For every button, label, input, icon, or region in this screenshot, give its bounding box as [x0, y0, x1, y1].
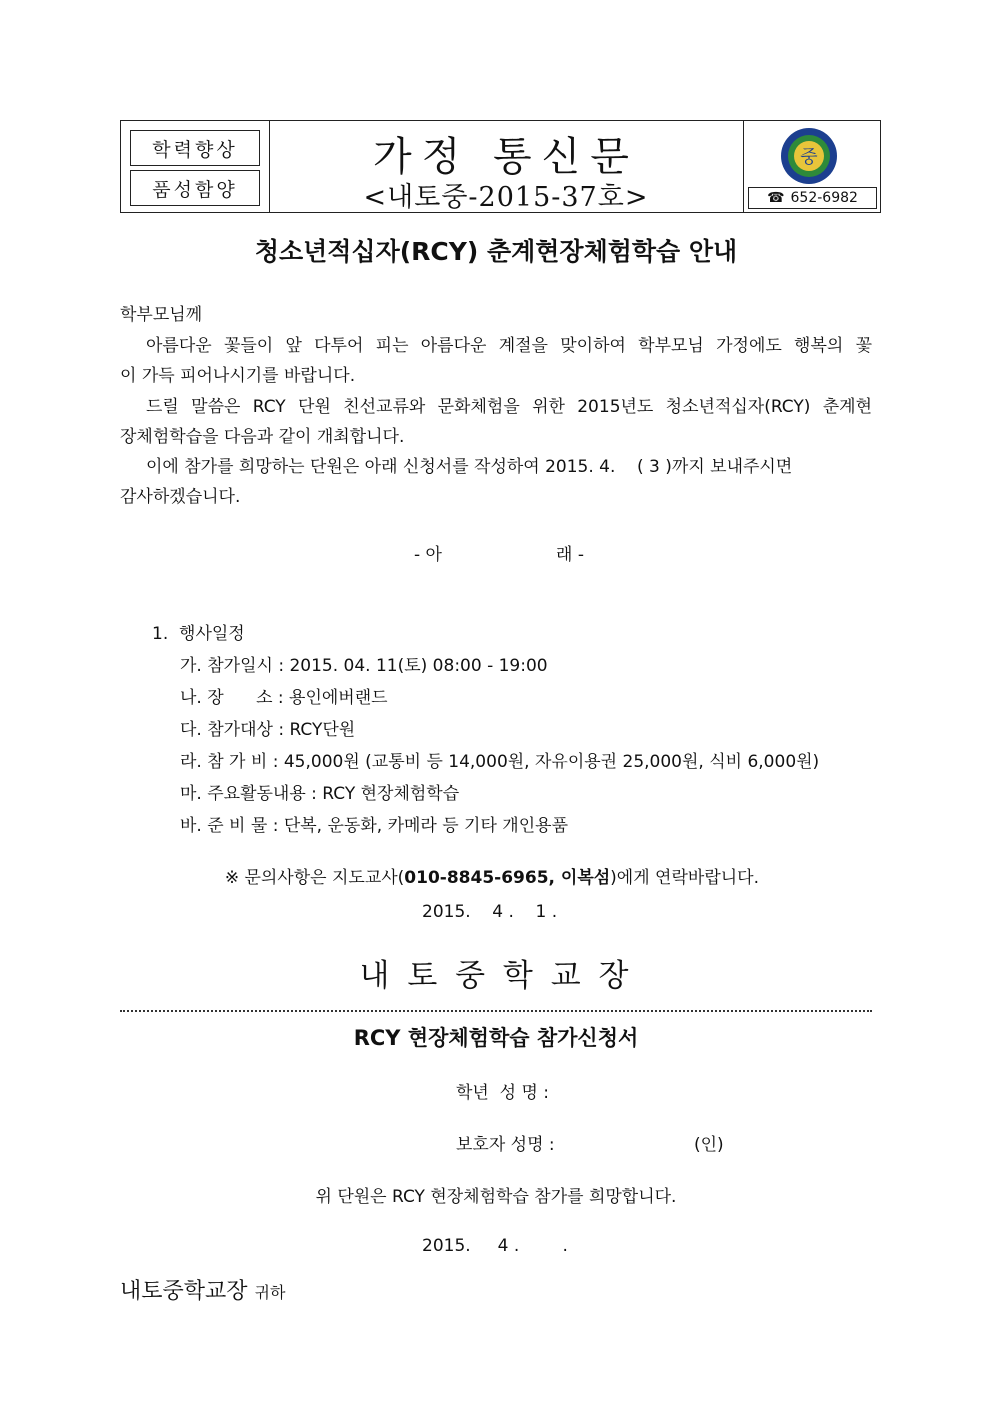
schedule-item: 나. 장 소 : 용인에버랜드: [180, 688, 388, 708]
schedule-item: 마. 주요활동내용 : RCY 현장체험학습: [180, 784, 460, 804]
header-title-area: [269, 121, 743, 212]
addressee-honorific: 귀하: [254, 1283, 286, 1302]
principal-signature: 내 토 중 학 교 장: [359, 958, 633, 994]
below-heading-right: 래 -: [556, 545, 584, 565]
para1-line1: 아름다운 꽃들이 앞 다투어 피는 아름다운 계절을 맞이하여 학부모님 가정에도 행복의 꽃: [146, 336, 872, 356]
grade-name-label: 학년 성 명 :: [456, 1083, 550, 1103]
guardian-name-label: 보호자 성명 :: [456, 1135, 555, 1155]
contact-note-prefix: ※ 문의사항은 지도교사(: [224, 868, 405, 888]
para3-line2: 감사하겠습니다.: [120, 487, 241, 507]
newsletter-header: [120, 120, 881, 213]
logo-text: 중: [800, 147, 818, 168]
contact-note-suffix: )에게 연락바랍니다.: [610, 868, 759, 888]
phone-box: [748, 187, 877, 209]
below-heading-left: - 아: [414, 545, 442, 565]
addressee: [120, 1274, 285, 1305]
schedule-heading: 1. 행사일정: [152, 624, 245, 644]
school-logo-icon: [778, 127, 840, 185]
schedule-item: 다. 참가대상 : RCY단원: [180, 720, 356, 740]
header-logo-area: [743, 121, 881, 212]
para3-line1: 이에 참가를 희망하는 단원은 아래 신청서를 작성하여 2015. 4. ( 3 )까지 보내주시면: [146, 457, 793, 477]
form-title: RCY 현장체험학습 참가신청서: [353, 1026, 639, 1050]
contact-note: [214, 843, 759, 888]
phone-icon: ☎: [767, 190, 785, 206]
salutation: 학부모님께: [120, 305, 203, 325]
cut-line: [120, 1010, 872, 1012]
schedule-item: 바. 준 비 물 : 단복, 운동화, 카메라 등 기타 개인용품: [180, 816, 568, 836]
seal-mark: (인): [694, 1135, 724, 1155]
addressee-name: 내토중학교장: [120, 1279, 248, 1304]
phone-number: 652-6982: [790, 190, 858, 206]
para2-line2: 장체험학습을 다음과 같이 개최합니다.: [120, 427, 405, 447]
header-badges: [121, 121, 270, 212]
badge-academic: 학력향상: [130, 130, 260, 166]
issue-number: <내토중-2015-37호>: [363, 182, 649, 213]
newsletter-title: 가정 통신문: [373, 134, 639, 180]
contact-note-phone: 010-8845-6965, 이복섬: [404, 868, 611, 888]
para2-line1: 드릴 말씀은 RCY 단원 친선교류와 문화체험을 위한 2015년도 청소년적십자(RCY) 춘계현: [146, 397, 872, 417]
participation-statement: 위 단원은 RCY 현장체험학습 참가를 희망합니다.: [315, 1187, 677, 1207]
schedule-item: 라. 참 가 비 : 45,000원 (교통비 등 14,000원, 자유이용권 25,000원, 식비 6,000원): [180, 752, 820, 772]
notice-title: 청소년적십자(RCY) 춘계현장체험학습 안내: [254, 237, 738, 266]
form-date: 2015. 4 . .: [422, 1236, 568, 1256]
schedule-item: 가. 참가일시 : 2015. 04. 11(토) 08:00 - 19:00: [180, 656, 548, 676]
para1-line2: 이 가득 피어나시기를 바랍니다.: [120, 366, 356, 386]
badge-character: 품성함양: [130, 170, 260, 206]
notice-date: 2015. 4 . 1 .: [422, 902, 558, 922]
